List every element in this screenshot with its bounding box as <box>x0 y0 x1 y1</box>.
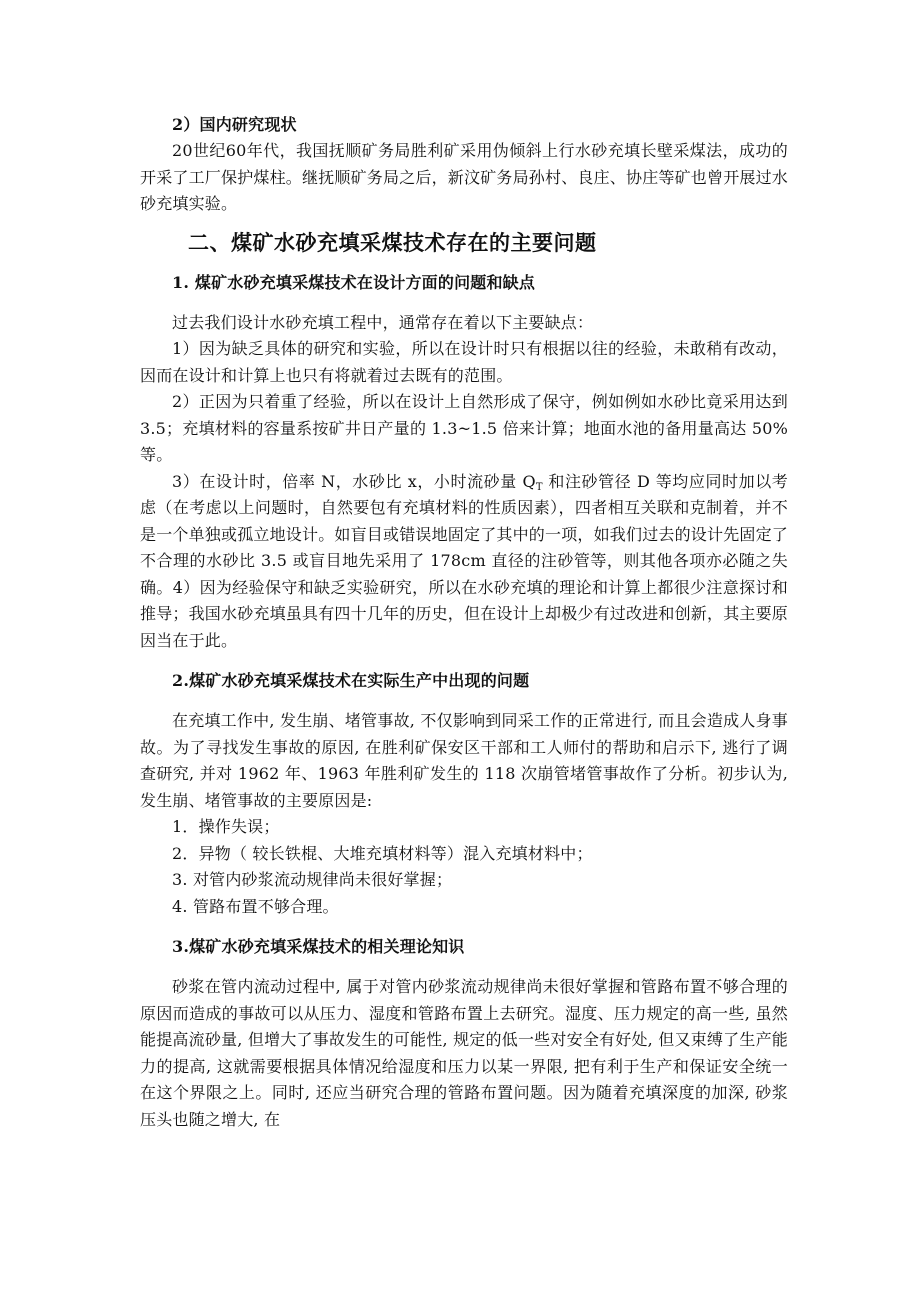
subsection-3-title: 3.煤矿水砂充填采煤技术的相关理论知识 <box>172 937 465 956</box>
item-3-subscript: T <box>535 481 543 493</box>
item-3-text-b: 和注砂管径 D 等均应同时加以考虑（在考虑以上问题时，自然要包有充填材料的性质因素），四者相互关联和克制着，并不是一个单独或孤立地设计。如盲目或错误地固定了其中的一项，如我们过去的设计先固定了不合理的水砂比 3.5 或盲目地先采用了 178cm 直径的注砂管等，则其他各项亦必随之失确。4）因为经验保守和缺乏实验研究，所以在水砂充填的理论和计算上都很少注意探讨和推导；我国水砂充填虽具有四十几年的历史，但在设计上却极少有过改进和创新，其主要原因当在于此。 <box>140 471 789 650</box>
domestic-status-paragraph: 20世纪60年代，我国抚顺矿务局胜利矿采用伪倾斜上行水砂充填长壁采煤法，成功的开采了工厂保护煤柱。继抚顺矿务局之后，新汶矿务局孙村、良庄、协庄等矿也曾开展过水砂充填实验。 <box>140 141 789 213</box>
main-section-title: 二、煤矿水砂充填采煤技术存在的主要问题 <box>188 230 597 255</box>
subsection-1-title: 1. 煤矿水砂充填采煤技术在设计方面的问题和缺点 <box>172 272 536 292</box>
subsection-1-item-2: 2）正因为只着重了经验，所以在设计上自然形成了保守，例如例如水砂比竟采用达到 3.5；充填材料的容量系按矿井日产量的 1.3~1.5 倍来计算；地面水池的备用量高达 50%等。 <box>140 392 788 464</box>
item-3-text-a: 3）在设计时，倍率 N，水砂比 x，小时流砂量 Q <box>172 471 536 491</box>
domestic-status-heading: 2）国内研究现状 <box>172 115 297 134</box>
subsection-2-list-item: 2．异物（ 较长铁棍、大堆充填材料等）混入充填材料中； <box>172 843 593 863</box>
document-body <box>140 112 788 1133</box>
subsection-2-title: 2.煤矿水砂充填采煤技术在实际生产中出现的问题 <box>172 671 530 690</box>
subsection-3-paragraph: 砂浆在管内流动过程中, 属于对管内砂浆流动规律尚未很好掌握和管路布置不够合理的原因而造成的事故可以从压力、湿度和管路布置上去研究。湿度、压力规定的高一些, 虽然能提高流砂量, 但增大了事故发生的可能性, 规定的低一些对安全有好处, 但又束缚了生产能力的提高, 这就需要根据具体情况给湿度和压力以某一界限, 把有利于生产和保证安全统一在这个界限之上。同时, 还应当研究合理的管路布置问题。因为随着充填深度的加深, 砂浆压头也随之增大, 在 <box>140 977 788 1129</box>
subsection-2-list-item: 3. 对管内砂浆流动规律尚未很好掌握； <box>172 870 453 889</box>
subsection-2-list-item: 1．操作失误； <box>172 817 280 836</box>
subsection-2-list-item: 4. 管路布置不够合理。 <box>172 896 339 916</box>
subsection-2-paragraph: 在充填工作中, 发生崩、堵管事故, 不仅影响到同采工作的正常进行, 而且会造成人身事故。为了寻找发生事故的原因, 在胜利矿保安区干部和工人师付的帮助和启示下, 逃行了调查研究, 并对 1962 年、1963 年胜利矿发生的 118 次崩管堵管事故作了分析。初步认为, 发生崩、堵管事故的主要原因是: <box>140 711 788 810</box>
subsection-1-item-3 <box>140 469 788 655</box>
subsection-1-item-1: 1）因为缺乏具体的研究和实验，所以在设计时只有根据以往的经验，未敢稍有改动，因而在设计和计算上也只有将就着过去既有的范围。 <box>140 339 788 385</box>
subsection-1-intro: 过去我们设计水砂充填工程中，通常存在着以下主要缺点： <box>172 312 594 332</box>
